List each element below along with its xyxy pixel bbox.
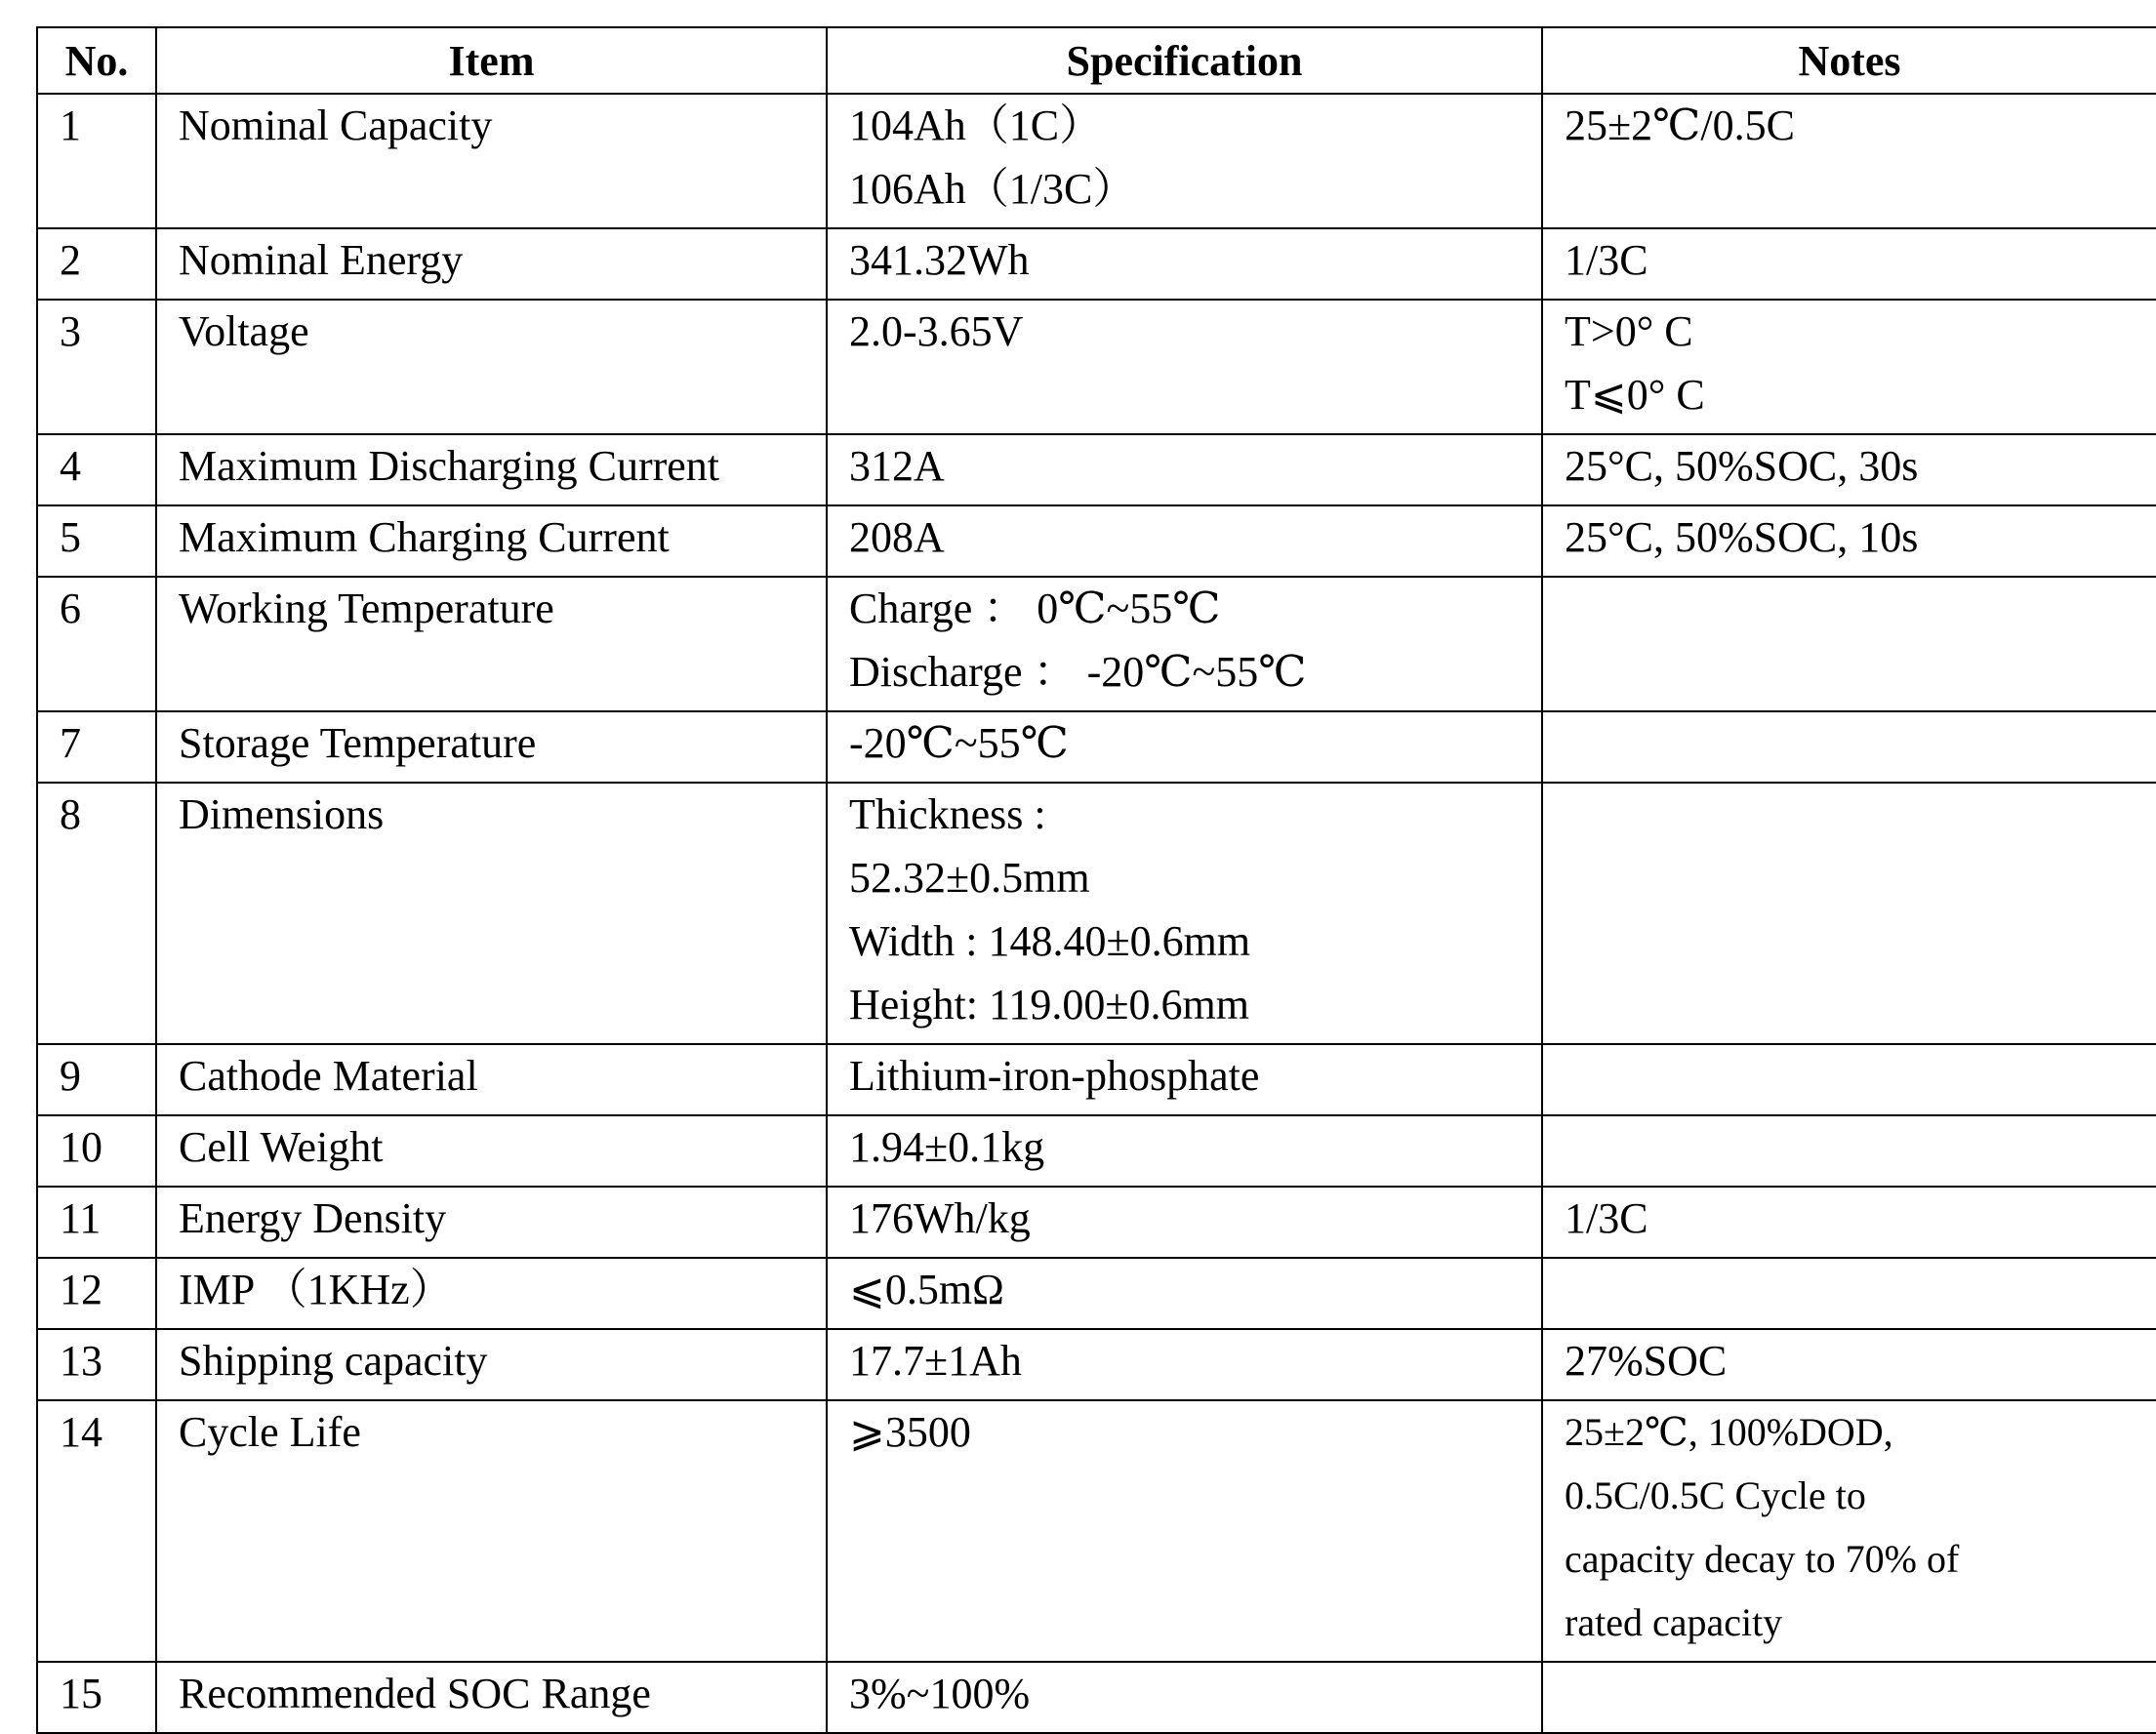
- table-row: [37, 505, 2156, 577]
- notes-line: T⩽0° C: [1565, 371, 1705, 419]
- row-number: 11: [60, 1194, 102, 1242]
- empty-line: [179, 916, 804, 980]
- empty-line: [1565, 1122, 2135, 1186]
- item-label: IMP （1KHz）: [179, 1266, 453, 1313]
- row-number: 4: [60, 442, 81, 490]
- specification-line: 52.32±0.5mm: [849, 854, 1090, 902]
- cell-specification: [827, 1044, 1542, 1115]
- cell-no: [37, 228, 156, 300]
- empty-line: [179, 164, 804, 227]
- table-row: [37, 711, 2156, 783]
- specification-line: 208A: [849, 513, 945, 561]
- cell-no: [37, 577, 156, 711]
- cell-specification: [827, 1187, 1542, 1258]
- row-number: 15: [60, 1670, 102, 1717]
- cell-specification: [827, 577, 1542, 711]
- cell-item: [156, 228, 827, 300]
- cell-item: [156, 1115, 827, 1187]
- empty-line: [179, 1471, 804, 1534]
- cell-specification: [827, 711, 1542, 783]
- table-row: [37, 1662, 2156, 1733]
- cell-notes: [1542, 1187, 2156, 1258]
- empty-line: [179, 1534, 804, 1597]
- item-label: Working Temperature: [179, 585, 554, 632]
- item-label: Nominal Capacity: [179, 101, 493, 149]
- specification-line: ⩾3500: [849, 1408, 971, 1456]
- empty-line: [1565, 1265, 2135, 1328]
- notes-line: 25°C, 50%SOC, 30s: [1565, 442, 1919, 490]
- table-row: [37, 1400, 2156, 1662]
- specification-line: 1.94±0.1kg: [849, 1123, 1045, 1171]
- table-row: [37, 434, 2156, 505]
- cell-specification: [827, 1662, 1542, 1733]
- empty-line: [179, 370, 804, 433]
- cell-no: [37, 783, 156, 1044]
- cell-item: [156, 711, 827, 783]
- table-header: [37, 27, 2156, 94]
- cell-notes: [1542, 228, 2156, 300]
- notes-line: 25°C, 50%SOC, 10s: [1565, 513, 1919, 561]
- cell-item: [156, 783, 827, 1044]
- cell-item: [156, 577, 827, 711]
- row-number: 1: [60, 101, 81, 149]
- item-label: Recommended SOC Range: [179, 1670, 651, 1717]
- cell-notes: [1542, 94, 2156, 228]
- item-label: Maximum Discharging Current: [179, 442, 719, 490]
- cell-no: [37, 434, 156, 505]
- cell-notes: [1542, 783, 2156, 1044]
- cell-notes: [1542, 1400, 2156, 1662]
- notes-line: 25±2℃/0.5C: [1565, 101, 1795, 149]
- empty-line: [179, 980, 804, 1043]
- row-number: 5: [60, 513, 81, 561]
- specification-line: 3%~100%: [849, 1670, 1031, 1717]
- cell-no: [37, 1115, 156, 1187]
- cell-specification: [827, 505, 1542, 577]
- row-number: 2: [60, 236, 81, 284]
- notes-line: 25±2℃, 100%DOD,: [1565, 1410, 1893, 1454]
- cell-specification: [827, 94, 1542, 228]
- empty-line: [60, 1597, 149, 1661]
- empty-line: [849, 1471, 1520, 1534]
- item-label: Maximum Charging Current: [179, 513, 670, 561]
- specification-line: Width : 148.40±0.6mm: [849, 917, 1251, 965]
- cell-specification: [827, 434, 1542, 505]
- empty-line: [179, 647, 804, 710]
- empty-line: [60, 647, 149, 710]
- cell-item: [156, 434, 827, 505]
- cell-notes: [1542, 300, 2156, 434]
- empty-line: [60, 853, 149, 916]
- table-row: [37, 1115, 2156, 1187]
- specification-line: Thickness :: [849, 790, 1046, 838]
- cell-item: [156, 1329, 827, 1400]
- row-number: 9: [60, 1052, 81, 1100]
- cell-specification: [827, 300, 1542, 434]
- empty-line: [1565, 980, 2135, 1043]
- cell-no: [37, 1187, 156, 1258]
- empty-line: [1565, 584, 2135, 647]
- row-number: 13: [60, 1337, 102, 1385]
- header-item: Item: [156, 27, 827, 94]
- item-label: Voltage: [179, 307, 309, 355]
- cell-no: [37, 94, 156, 228]
- header-specification: Specification: [827, 27, 1542, 94]
- specification-line: Lithium-iron-phosphate: [849, 1052, 1260, 1100]
- cell-notes: [1542, 1258, 2156, 1329]
- cell-notes: [1542, 434, 2156, 505]
- row-number: 14: [60, 1408, 102, 1456]
- cell-no: [37, 1662, 156, 1733]
- specification-line: 2.0-3.65V: [849, 307, 1024, 355]
- empty-line: [60, 370, 149, 433]
- notes-line: T>0° C: [1565, 307, 1693, 355]
- specification-table: [36, 26, 2156, 1734]
- row-number: 10: [60, 1123, 102, 1171]
- specification-line: 176Wh/kg: [849, 1194, 1031, 1242]
- cell-no: [37, 1044, 156, 1115]
- table-row: [37, 577, 2156, 711]
- item-label: Shipping capacity: [179, 1337, 488, 1385]
- cell-specification: [827, 228, 1542, 300]
- table-row: [37, 228, 2156, 300]
- notes-line: 27%SOC: [1565, 1337, 1728, 1385]
- cell-item: [156, 300, 827, 434]
- notes-line: 1/3C: [1565, 236, 1648, 284]
- empty-line: [1565, 647, 2135, 710]
- table-row: [37, 300, 2156, 434]
- empty-line: [1565, 164, 2135, 227]
- specification-line: 17.7±1Ah: [849, 1337, 1022, 1385]
- cell-item: [156, 94, 827, 228]
- cell-notes: [1542, 1044, 2156, 1115]
- item-label: Dimensions: [179, 790, 385, 838]
- empty-line: [60, 1534, 149, 1597]
- empty-line: [179, 1597, 804, 1661]
- cell-specification: [827, 1329, 1542, 1400]
- specification-line: 312A: [849, 442, 945, 490]
- empty-line: [849, 1534, 1520, 1597]
- table-row: [37, 1329, 2156, 1400]
- row-number: 12: [60, 1266, 102, 1313]
- cell-item: [156, 1400, 827, 1662]
- table-row: [37, 1044, 2156, 1115]
- empty-line: [1565, 916, 2135, 980]
- empty-line: [1565, 1669, 2135, 1732]
- empty-line: [60, 916, 149, 980]
- cell-notes: [1542, 711, 2156, 783]
- cell-no: [37, 300, 156, 434]
- cell-no: [37, 1400, 156, 1662]
- header-notes: Notes: [1542, 27, 2156, 94]
- row-number: 8: [60, 790, 81, 838]
- cell-notes: [1542, 1662, 2156, 1733]
- empty-line: [1565, 718, 2135, 782]
- item-label: Energy Density: [179, 1194, 447, 1242]
- cell-notes: [1542, 577, 2156, 711]
- row-number: 6: [60, 585, 81, 632]
- empty-line: [1565, 853, 2135, 916]
- cell-specification: [827, 1258, 1542, 1329]
- table-body: [37, 94, 2156, 1733]
- specification-line: Discharge ： -20℃~55℃: [849, 648, 1307, 696]
- empty-line: [179, 853, 804, 916]
- empty-line: [1565, 1051, 2135, 1114]
- cell-item: [156, 1044, 827, 1115]
- row-number: 7: [60, 719, 81, 767]
- specification-line: Height: 119.00±0.6mm: [849, 981, 1249, 1028]
- specification-line: 341.32Wh: [849, 236, 1030, 284]
- empty-line: [60, 164, 149, 227]
- specification-line: 106Ah（1/3C）: [849, 165, 1136, 213]
- cell-specification: [827, 1115, 1542, 1187]
- empty-line: [849, 1597, 1520, 1661]
- item-label: Cycle Life: [179, 1408, 361, 1456]
- empty-line: [1565, 789, 2135, 853]
- specification-line: -20℃~55℃: [849, 719, 1069, 767]
- cell-notes: [1542, 1329, 2156, 1400]
- specification-line: ⩽0.5mΩ: [849, 1266, 1004, 1313]
- cell-item: [156, 1258, 827, 1329]
- cell-item: [156, 1187, 827, 1258]
- table-row: [37, 1258, 2156, 1329]
- specification-line: Charge ： 0℃~55℃: [849, 585, 1221, 632]
- notes-line: 0.5C/0.5C Cycle to: [1565, 1473, 1866, 1517]
- cell-notes: [1542, 1115, 2156, 1187]
- row-number: 3: [60, 307, 81, 355]
- item-label: Nominal Energy: [179, 236, 464, 284]
- empty-line: [60, 1471, 149, 1534]
- cell-item: [156, 1662, 827, 1733]
- notes-line: 1/3C: [1565, 1194, 1648, 1242]
- cell-notes: [1542, 505, 2156, 577]
- cell-no: [37, 711, 156, 783]
- item-label: Cathode Material: [179, 1052, 478, 1100]
- notes-line: capacity decay to 70% of: [1565, 1537, 1960, 1581]
- cell-no: [37, 1329, 156, 1400]
- cell-item: [156, 505, 827, 577]
- cell-specification: [827, 1400, 1542, 1662]
- table-row: [37, 783, 2156, 1044]
- empty-line: [849, 370, 1520, 433]
- notes-line: rated capacity: [1565, 1600, 1783, 1644]
- item-label: Cell Weight: [179, 1123, 384, 1171]
- item-label: Storage Temperature: [179, 719, 537, 767]
- cell-no: [37, 505, 156, 577]
- cell-no: [37, 1258, 156, 1329]
- empty-line: [60, 980, 149, 1043]
- table-row: [37, 94, 2156, 228]
- header-no: No.: [37, 27, 156, 94]
- header-row: [37, 27, 2156, 94]
- specification-line: 104Ah（1C）: [849, 101, 1103, 149]
- cell-specification: [827, 783, 1542, 1044]
- table-row: [37, 1187, 2156, 1258]
